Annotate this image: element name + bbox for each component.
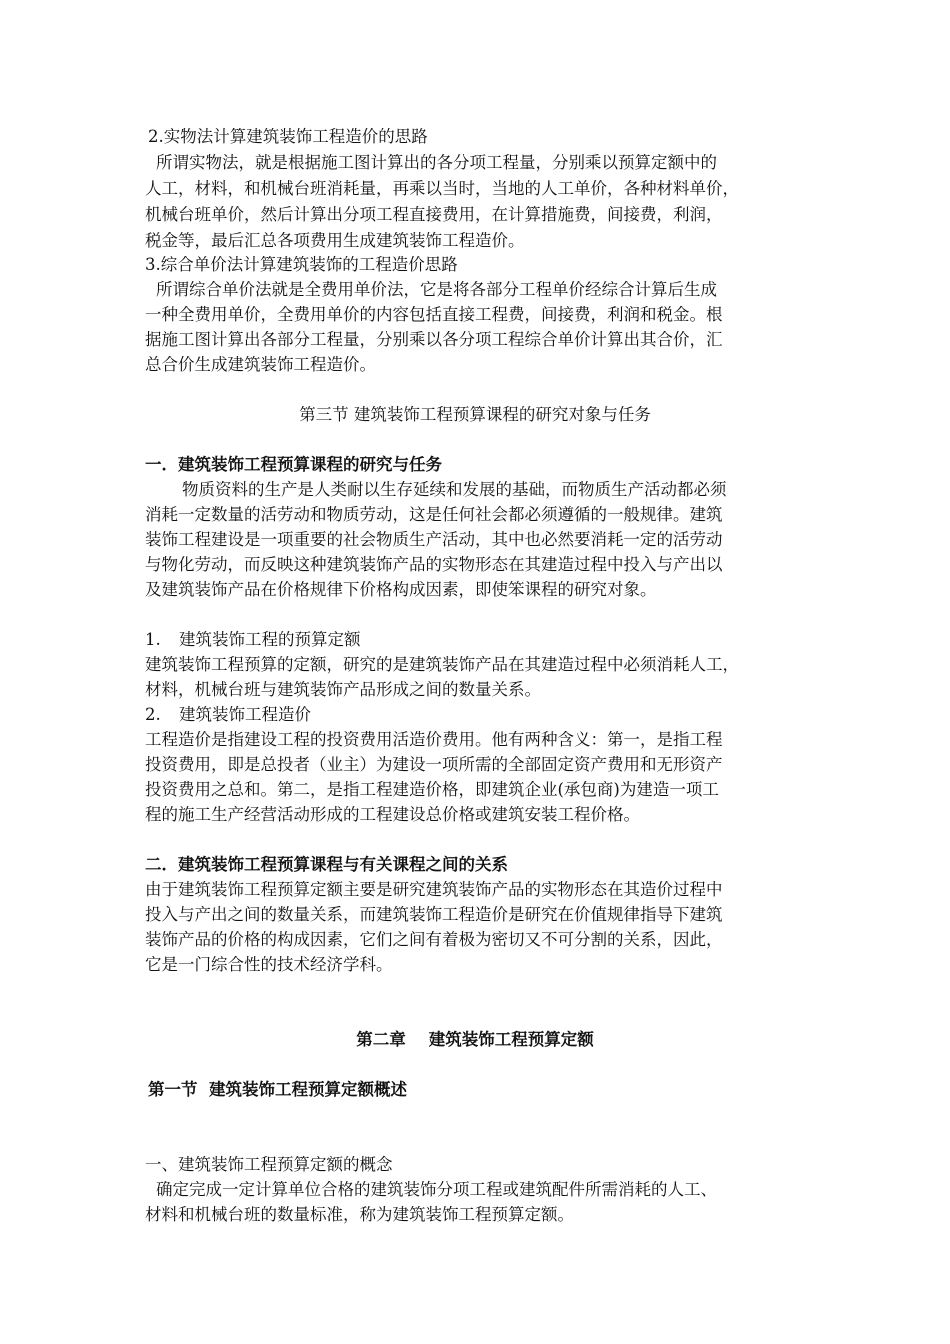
section-heading-material-method: 2.实物法计算建筑装饰工程造价的思路 xyxy=(148,127,428,146)
subheading-research-task: 一．建筑装饰工程预算课程的研究与任务 xyxy=(145,455,442,474)
paragraph-line: 建筑装饰工程预算的定额，研究的是建筑装饰产品在其建造过程中必须消耗人工， xyxy=(145,655,739,674)
paragraph-line: 装饰工程建设是一项重要的社会物质生产活动，其中也必然要消耗一定的活劳动 xyxy=(145,530,723,549)
paragraph-line: 人工，材料，和机械台班消耗量，再乘以当时，当地的人工单价，各种材料单价， xyxy=(145,179,739,198)
paragraph-line: 确定完成一定计算单位合格的建筑装饰分项工程或建筑配件所需消耗的人工、 xyxy=(156,1180,717,1199)
paragraph-line: 材料和机械台班的数量标准，称为建筑装饰工程预算定额。 xyxy=(145,1205,574,1224)
paragraph-line: 所谓综合单价法就是全费用单价法，它是将各部分工程单价经综合计算后生成 xyxy=(156,280,717,299)
subheading-related-courses: 二．建筑装饰工程预算课程与有关课程之间的关系 xyxy=(145,855,508,874)
subheading-concept: 一、建筑装饰工程预算定额的概念 xyxy=(145,1155,393,1174)
paragraph-line: 工程造价是指建设工程的投资费用活造价费用。他有两种含义：第一，是指工程 xyxy=(145,730,723,749)
paragraph-line: 投资费用之总和。第二，是指工程建造价格，即建筑企业(承包商)为建造一项工 xyxy=(145,780,719,799)
paragraph-line: 由于建筑装饰工程预算定额主要是研究建筑装饰产品的实物形态在其造价过程中 xyxy=(145,880,723,899)
paragraph-line: 一种全费用单价，全费用单价的内容包括直接工程费，间接费，利润和税金。根 xyxy=(145,305,723,324)
paragraph-line: 据施工图计算出各部分工程量，分别乘以各分项工程综合单价计算出其合价，汇 xyxy=(145,330,723,349)
paragraph-line: 投入与产出之间的数量关系，而建筑装饰工程造价是研究在价值规律指导下建筑 xyxy=(145,905,723,924)
section-heading-unit-price-method: 3.综合单价法计算建筑装饰的工程造价思路 xyxy=(145,255,458,274)
paragraph-line: 及建筑装饰产品在价格规律下价格构成因素，即使笨课程的研究对象。 xyxy=(145,580,657,599)
paragraph-line: 它是一门综合性的技术经济学科。 xyxy=(145,955,393,974)
paragraph-line: 机械台班单价，然后计算出分项工程直接费用，在计算措施费，间接费，利润， xyxy=(145,205,723,224)
item-number: 2. xyxy=(145,705,161,724)
paragraph-line: 所谓实物法，就是根据施工图计算出的各分项工程量，分别乘以预算定额中的 xyxy=(156,153,717,172)
paragraph-line: 装饰产品的价格的构成因素，它们之间有着极为密切又不可分割的关系，因此， xyxy=(145,930,723,949)
section-title-first: 第一节 建筑装饰工程预算定额概述 xyxy=(148,1080,407,1099)
paragraph-line: 总合价生成建筑装饰工程造价。 xyxy=(145,355,376,374)
chapter-title: 第二章 建筑装饰工程预算定额 xyxy=(356,1030,594,1049)
numbered-item-2 xyxy=(145,705,311,725)
section-title-third: 第三节 建筑装饰工程预算课程的研究对象与任务 xyxy=(299,405,651,424)
paragraph-line: 物质资料的生产是人类耐以生存延续和发展的基础，而物质生产活动都必须 xyxy=(182,480,727,499)
numbered-item-1 xyxy=(145,630,361,650)
item-text: 建筑装饰工程造价 xyxy=(179,705,311,724)
item-number: 1. xyxy=(145,630,161,649)
paragraph-line: 投资费用，即是总投者（业主）为建设一项所需的全部固定资产费用和无形资产 xyxy=(145,755,723,774)
paragraph-line: 消耗一定数量的活劳动和物质劳动，这是任何社会都必须遵循的一般规律。建筑 xyxy=(145,505,723,524)
paragraph-line: 材料，机械台班与建筑装饰产品形成之间的数量关系。 xyxy=(145,680,541,699)
paragraph-line: 与物化劳动，而反映这种建筑装饰产品的实物形态在其建造过程中投入与产出以 xyxy=(145,555,723,574)
item-text: 建筑装饰工程的预算定额 xyxy=(179,630,361,649)
paragraph-line: 程的施工生产经营活动形成的工程建设总价格或建筑安装工程价格。 xyxy=(145,805,640,824)
paragraph-line: 税金等，最后汇总各项费用生成建筑装饰工程造价。 xyxy=(145,231,525,250)
